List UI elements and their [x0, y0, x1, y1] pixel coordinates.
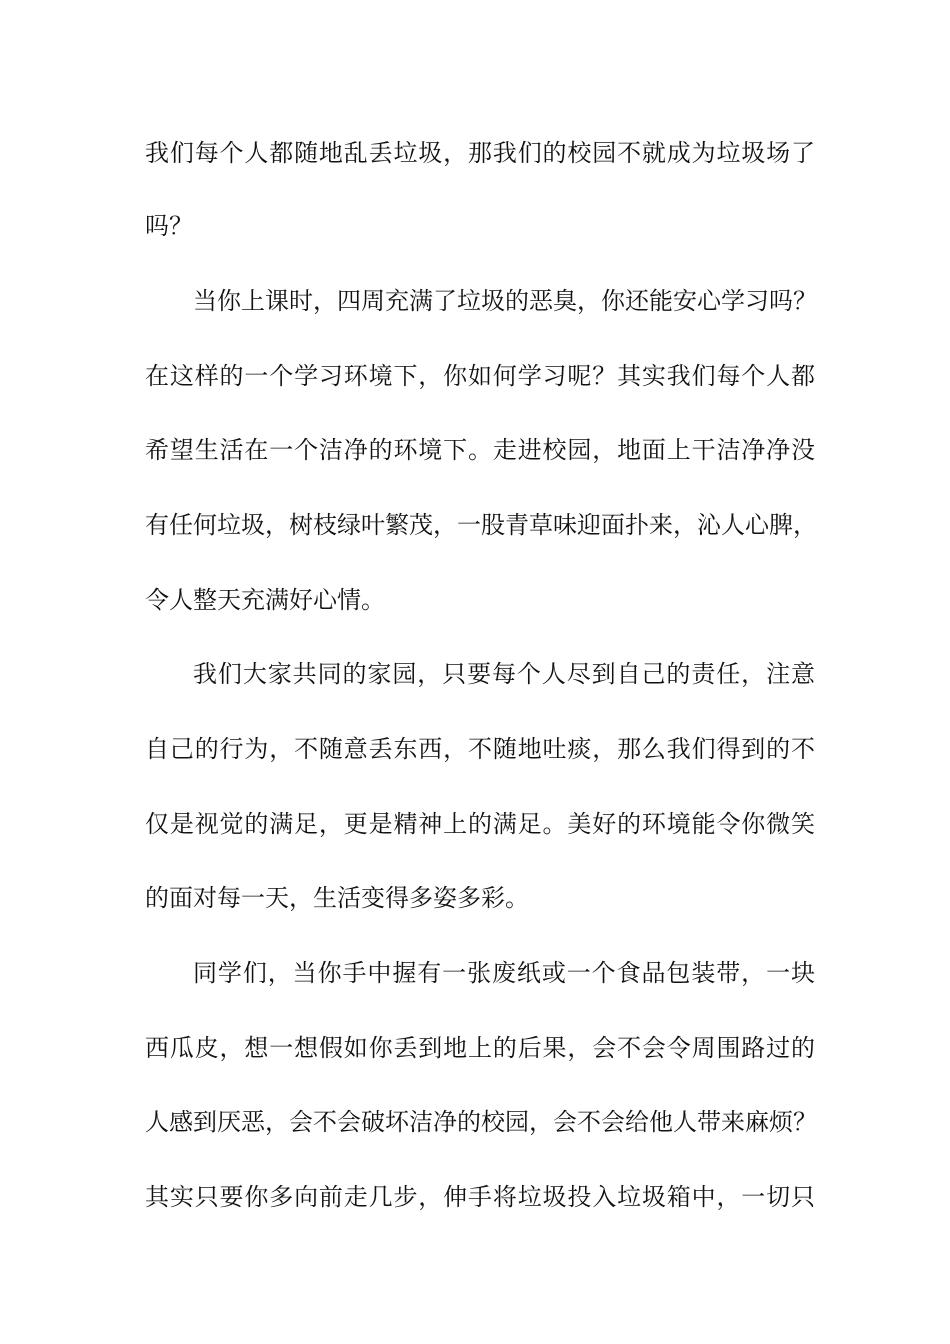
paragraph-2-line-3: 希望生活在一个洁净的环境下。走进校园，地面上干洁净净没 [145, 436, 815, 464]
paragraph-3-line-4: 的面对每一天，生活变得多姿多彩。 [145, 884, 529, 912]
paragraph-4-line-3: 人感到厌恶，会不会破坏洁净的校园，会不会给他人带来麻烦？ [145, 1108, 817, 1136]
text-line-1: 我们每个人都随地乱丢垃圾，那我们的校园不就成为垃圾场了 [145, 139, 815, 167]
paragraph-3-line-2: 自己的行为，不随意丢东西，不随地吐痰，那么我们得到的不 [145, 735, 815, 763]
paragraph-2-line-1: 当你上课时，四周充满了垃圾的恶臭，你还能安心学习吗？ [193, 287, 817, 315]
paragraph-3-line-1: 我们大家共同的家园，只要每个人尽到自己的责任，注意 [193, 660, 815, 688]
paragraph-2-line-5: 令人整天充满好心情。 [145, 586, 385, 614]
paragraph-2-line-2: 在这样的一个学习环境下，你如何学习呢？其实我们每个人都 [145, 362, 815, 390]
paragraph-4-line-4: 其实只要你多向前走几步，伸手将垃圾投入垃圾箱中，一切只 [145, 1183, 815, 1211]
paragraph-4-line-2: 西瓜皮，想一想假如你丢到地上的后果，会不会令周围路过的 [145, 1034, 815, 1062]
text-line-2: 吗？ [145, 212, 193, 240]
paragraph-4-line-1: 同学们，当你手中握有一张废纸或一个食品包装带，一块 [193, 959, 815, 987]
paragraph-2-line-4: 有任何垃圾，树枝绿叶繁茂，一股青草味迎面扑来，沁人心脾， [145, 511, 817, 539]
paragraph-3-line-3: 仅是视觉的满足，更是精神上的满足。美好的环境能令你微笑 [145, 810, 815, 838]
